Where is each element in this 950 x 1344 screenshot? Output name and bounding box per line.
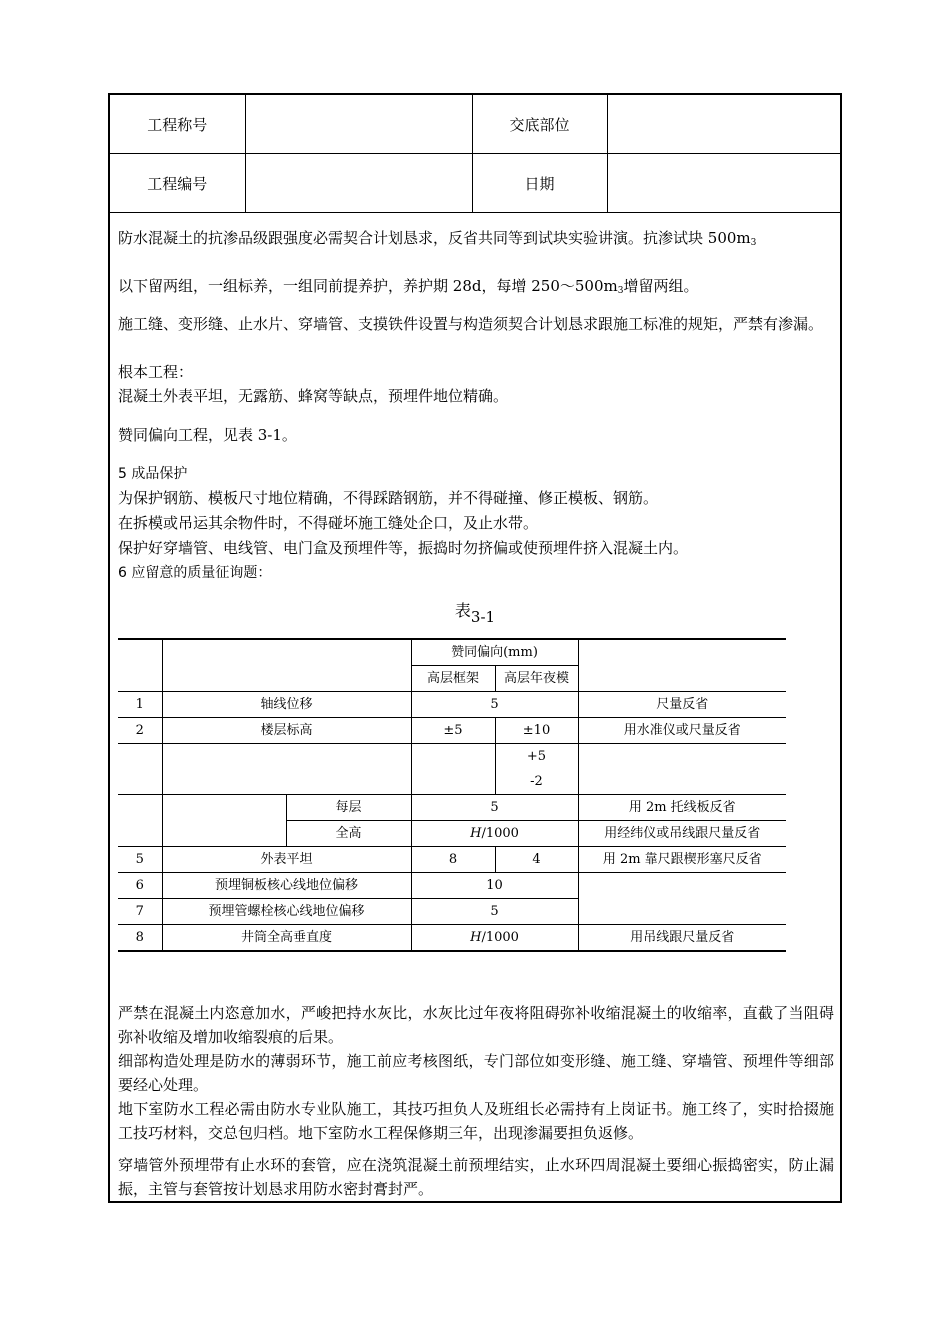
- form-frame: [108, 93, 842, 1203]
- paragraph-9: 保护好穿墙管、电线管、电门盒及预埋件等，振捣时勿挤偏或使预埋件挤入混凝土内。: [118, 539, 689, 557]
- paragraph-7: 为保护钢筋、模板尺寸地位精确，不得踩踏钢筋，并不得碰撞、修正模板、钢筋。: [118, 489, 659, 507]
- paragraph-12: 地下室防水工程必需由防水专业队施工，其技巧担负人及班组长必需持有上岗证书。施工终了，实时拾掇施工技巧材料，交总包归档。地下室防水工程保修期三年，出现渗漏要担负返修。: [118, 1100, 834, 1142]
- project-name-label: 工程称号: [110, 95, 245, 154]
- table-row: 1 轴线位移 5 尺量反省: [118, 692, 786, 718]
- table-row: 6 预埋铜板核心线地位偏移 10: [118, 873, 786, 899]
- date-label: 日期: [472, 154, 607, 213]
- header-table: [110, 95, 840, 213]
- table-row: 2 楼层标高 ±5 ±10 用水准仪或尺量反省: [118, 718, 786, 744]
- paragraph-13: 穿墙管外预埋带有止水环的套管，应在浇筑混凝土前预埋结实，止水环四周混凝土要细心振捣密实，防止漏振，主管与套管按计划恳求用防水密封膏封严。: [118, 1156, 834, 1198]
- head-large: 高层年夜模: [495, 666, 578, 692]
- paragraph-3: 施工缝、变形缝、止水片、穿墙管、支摸铁件设置与构造须契合计划恳求跟施工标准的规矩，严禁有渗漏。: [118, 315, 824, 333]
- section-heading-6: 6 应留意的质量征询题：: [118, 565, 272, 581]
- project-no-value: [245, 154, 472, 213]
- table-head-row-2: [118, 666, 786, 692]
- table-caption: 表3-1: [454, 601, 496, 626]
- project-name-value: [245, 95, 472, 154]
- tolerance-table: [118, 638, 786, 952]
- table-row: +5 -2: [118, 744, 786, 795]
- paragraph-4: 根本工程：: [118, 363, 194, 381]
- table-row: 8 井筒全高垂直度 H/1000 用吊线跟尺量反省: [118, 925, 786, 952]
- date-value: [607, 154, 840, 213]
- table-head-row-1: [118, 639, 786, 666]
- table-row: 5 外表平坦 8 4 用 2m 靠尺跟楔形塞尺反省: [118, 847, 786, 873]
- paragraph-1: 防水混凝土的抗渗品级跟强度必需契合计划恳求，反省共同等到试块实验讲演。抗渗试块 $500m_3$: [118, 229, 757, 248]
- header-row-2: [110, 154, 840, 213]
- paragraph-11: 细部构造处理是防水的薄弱环节，施工前应考核图纸，专门部位如变形缝、施工缝、穿墙管、预埋件等细部要经心处理。: [118, 1052, 834, 1094]
- paragraph-8: 在拆模或吊运其余物件时，不得碰坏施工缝处企口，及止水带。: [118, 514, 539, 532]
- paragraph-2: 以下留两组，一组标养，一组同前提养护，养护期 28d，每增 $250\sim 500m_3$增留两组。: [118, 277, 699, 296]
- head-frame: 高层框架: [411, 666, 495, 692]
- paragraph-5: 混凝土外表平坦，无露筋、蜂窝等缺点，预埋件地位精确。: [118, 387, 509, 405]
- paragraph-6: 赞同偏向工程，见表 3-1。: [118, 426, 297, 444]
- paragraph-10: 严禁在混凝土内恣意加水，严峻把持水灰比，水灰比过年夜将阻碍弥补收缩混凝土的收缩率，直截了当阻碍弥补收缩及增加收缩裂痕的后果。: [118, 1004, 834, 1046]
- section-heading-5: 5 成品保护: [118, 466, 188, 482]
- project-no-label: 工程编号: [110, 154, 245, 213]
- location-value: [607, 95, 840, 154]
- table-row: 7 预埋管螺栓核心线地位偏移 5: [118, 899, 786, 925]
- header-row-1: [110, 95, 840, 154]
- table-row: 全高 H/1000 用经纬仪或吊线跟尺量反省: [118, 821, 786, 847]
- table-row: 每层 5 用 2m 托线板反省: [118, 795, 786, 821]
- head-group: 赞同偏向(mm): [411, 639, 578, 666]
- location-label: 交底部位: [472, 95, 607, 154]
